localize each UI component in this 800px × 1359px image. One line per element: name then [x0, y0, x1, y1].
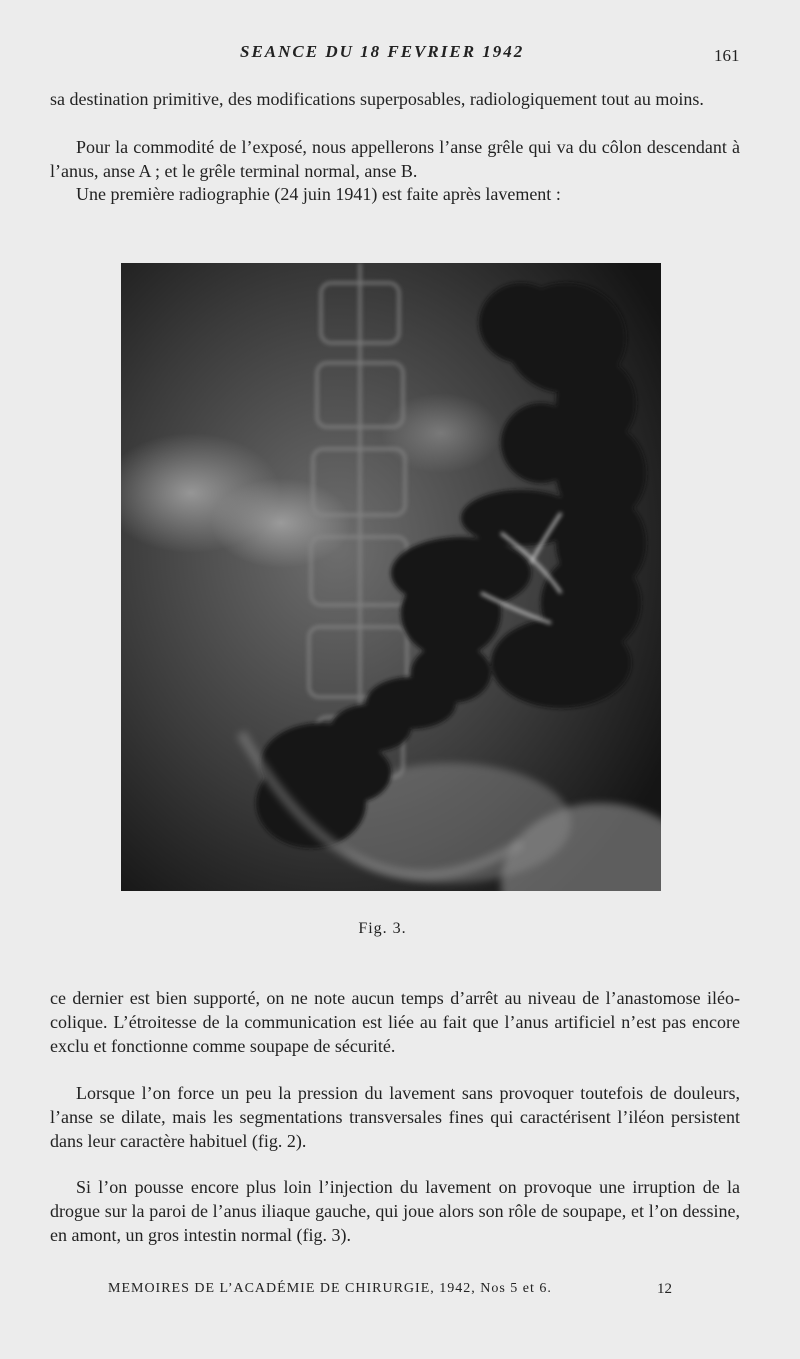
page-number: 161 [714, 46, 740, 65]
radiograph-figure [121, 263, 661, 891]
figure-caption: Fig. 3. [358, 920, 407, 937]
paragraph-pressure-dilation: Lorsque l’on force un peu la pression du lavement sans provoquer toutefois de douleurs, l’anse se dilate, mais les segmentations transversales fines qui caractérisent l’iléon persistent dans leur caractère habituel (fig. 2). [50, 1083, 740, 1151]
paragraph-continuation: sa destination primitive, des modifications superposables, radiologiquement tout au moins. [50, 89, 704, 109]
paragraph-valve-role: Si l’on pousse encore plus loin l’injection du lavement on provoque une irruption de la drogue sur la paroi de l’anus iliaque gauche, qui joue alors son rôle de soupape, et l’on dessine, en amont, un gros intestin normal (fig. 3). [50, 1177, 740, 1245]
signature-number: 12 [657, 1281, 672, 1297]
paragraph-enema-tolerance: ce dernier est bien supporté, on ne note aucun temps d’arrêt au niveau de l’anastomose iléo-colique. L’étroitesse de la communication est liée au fait que l’anus artificiel n’est pas encore exclu et fonctionne comme soupape de sécurité. [50, 988, 740, 1056]
radiograph-image [121, 263, 661, 891]
running-title: SEANCE DU 18 FEVRIER 1942 [240, 42, 525, 61]
paragraph-first-radiograph: Une première radiographie (24 juin 1941) est faite après lavement : [76, 184, 561, 204]
journal-footer: MEMOIRES DE L’ACADÉMIE DE CHIRURGIE, 1942, Nos 5 et 6. [108, 1281, 552, 1296]
paragraph-anse-definition: Pour la commodité de l’exposé, nous appellerons l’anse grêle qui va du côlon descendant à l’anus, anse A ; et le grêle terminal normal, anse B. [50, 137, 740, 181]
